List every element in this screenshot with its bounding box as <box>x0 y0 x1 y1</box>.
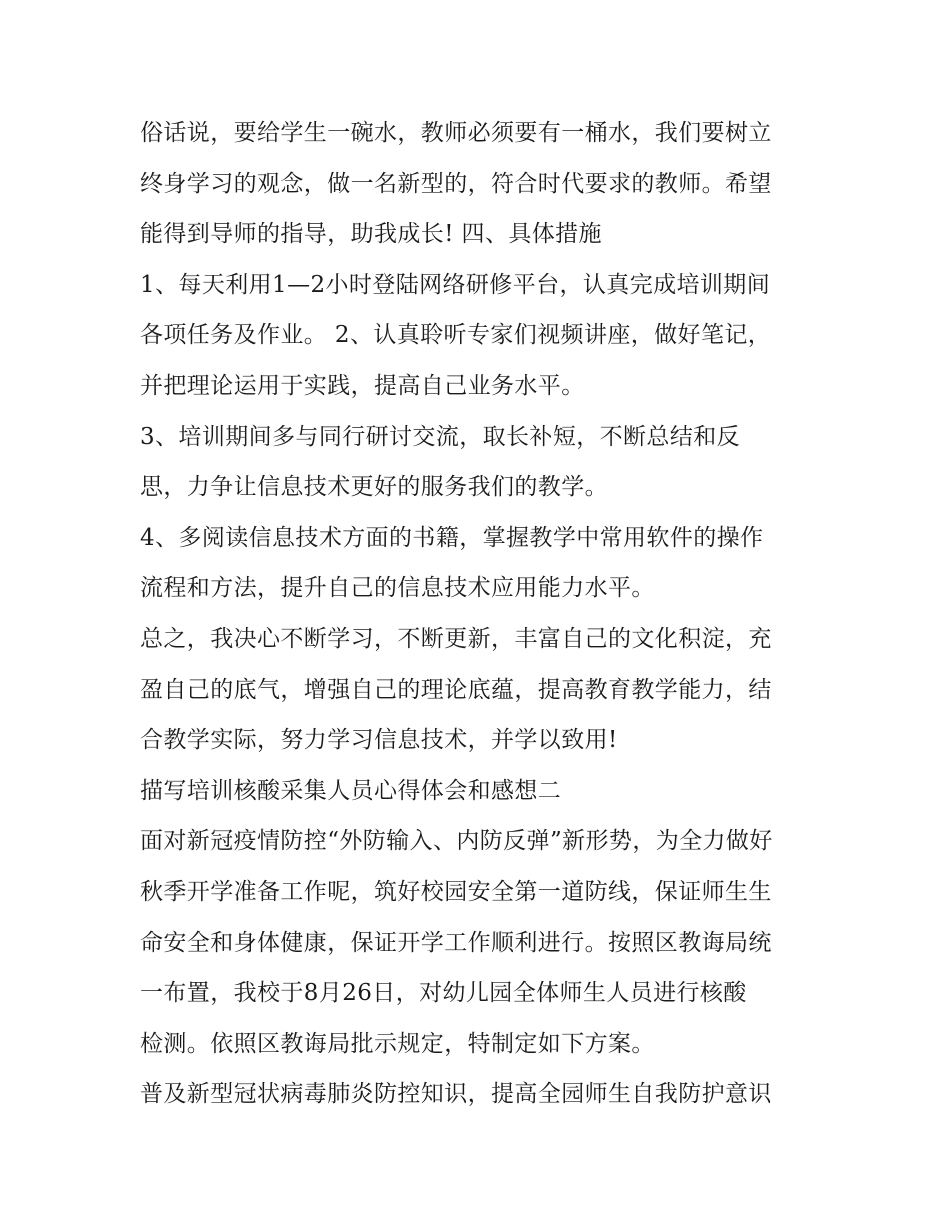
text-line: 盈自己的底气，增强自己的理论底蕴，提高教育教学能力，结 <box>140 676 772 703</box>
section-heading: 描写培训核酸采集人员心得体会和感想二 <box>140 777 562 804</box>
document-body <box>140 108 815 1120</box>
text-line: 合教学实际，努力学习信息技术，并学以致用! <box>140 727 618 754</box>
text-line: 普及新型冠状病毒肺炎防控知识，提高全园师生自我防护意识 <box>140 1081 772 1108</box>
text-line: 4、多阅读信息技术方面的书籍，掌握教学中常用软件的操作 <box>140 524 764 551</box>
text-line: 思，力争让信息技术更好的服务我们的教学。 <box>140 474 608 501</box>
text-line: 能得到导师的指导，助我成长! 四、具体措施 <box>140 221 602 248</box>
text-line: 总之，我决心不断学习，不断更新，丰富自己的文化积淀，充 <box>140 625 772 652</box>
text-line: 3、培训期间多与同行研讨交流，取长补短，不断总结和反 <box>140 423 741 450</box>
text-line: 检测。依照区教诲局批示规定，特制定如下方案。 <box>140 1030 655 1057</box>
text-line: 秋季开学准备工作呢，筑好校园安全第一道防线，保证师生生 <box>140 878 772 905</box>
text-line: 并把理论运用于实践，提高自己业务水平。 <box>140 372 585 399</box>
text-line: 面对新冠疫情防控“外防输入、内防反弹”新形势，为全力做好 <box>140 828 773 855</box>
text-line: 终身学习的观念，做一名新型的，符合时代要求的教师。希望 <box>140 170 772 197</box>
text-line: 流程和方法，提升自己的信息技术应用能力水平。 <box>140 575 655 602</box>
text-line: 各项任务及作业。 2、认真聆听专家们视频讲座，做好笔记， <box>140 322 772 349</box>
text-line: 1、每天利用1—2小时登陆网络研修平台，认真完成培训期间 <box>140 271 771 298</box>
text-line: 命安全和身体健康，保证开学工作顺利进行。按照区教诲局统 <box>140 929 772 956</box>
text-line: 一布置，我校于8月26日，对幼儿园全体师生人员进行核酸 <box>140 980 747 1007</box>
text-line: 俗话说，要给学生一碗水，教师必须要有一桶水，我们要树立 <box>140 120 772 146</box>
